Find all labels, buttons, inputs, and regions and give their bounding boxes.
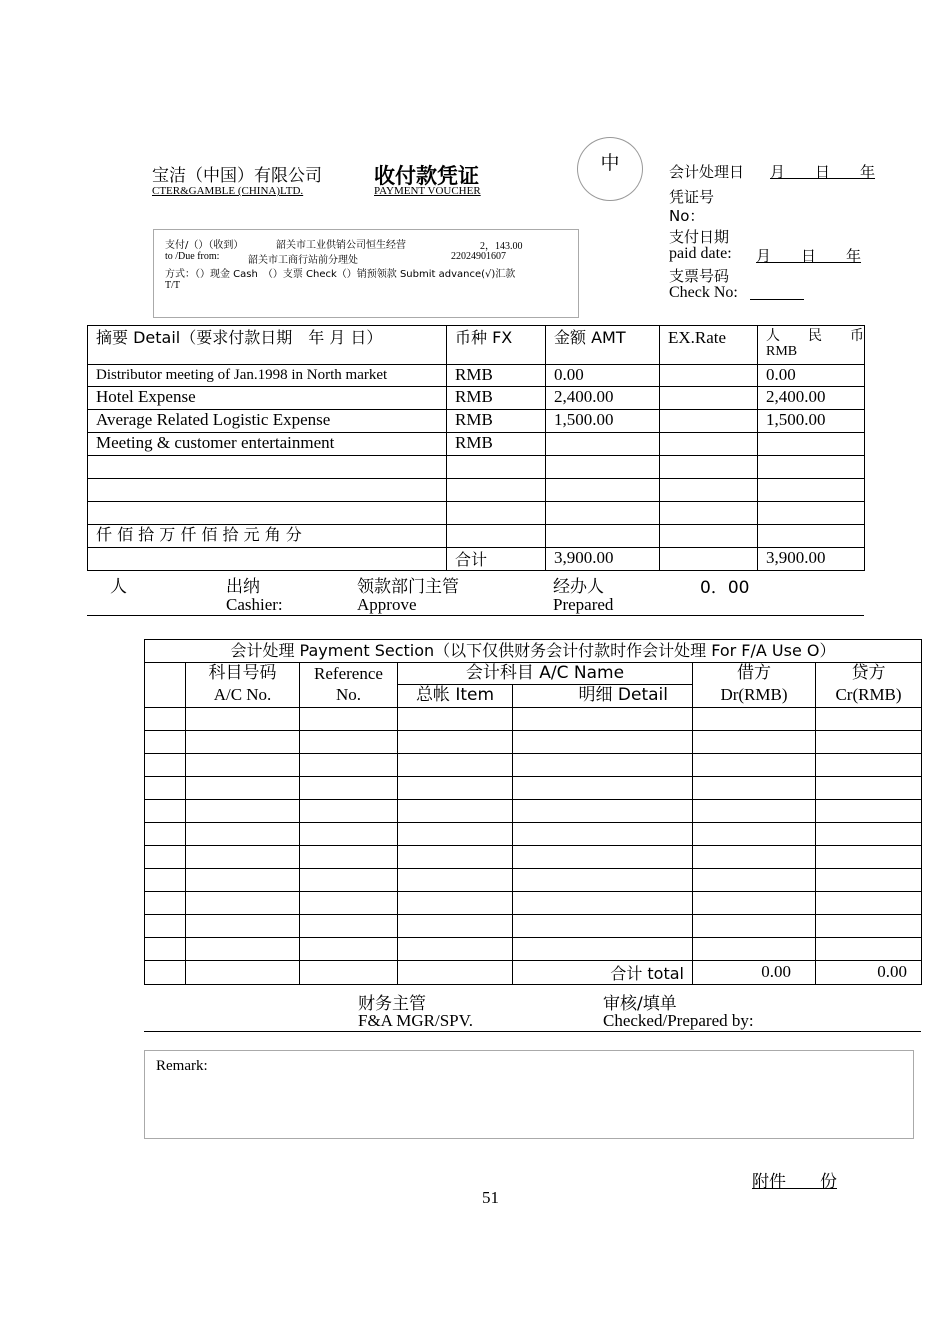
empty-cell[interactable]: [758, 456, 865, 479]
payment-cell[interactable]: [693, 892, 816, 915]
payment-cell[interactable]: [513, 892, 693, 915]
payment-row: [145, 915, 922, 938]
empty-cell[interactable]: [660, 479, 758, 502]
payment-row: [145, 777, 922, 800]
payee-bank: 韶关市工商行站前分理处: [248, 255, 358, 266]
payment-cell[interactable]: [816, 823, 922, 846]
payment-cell[interactable]: [816, 800, 922, 823]
payment-cell[interactable]: [513, 708, 693, 731]
row-fx[interactable]: RMB: [447, 387, 546, 410]
payment-cell[interactable]: [186, 938, 300, 961]
col-acname-header: 会计科目 A/C Name: [398, 663, 693, 685]
payee-amount: 2，143.00: [480, 241, 523, 252]
row-rmb[interactable]: 1,500.00: [758, 410, 865, 433]
empty-cell[interactable]: [88, 456, 447, 479]
row-rate[interactable]: [660, 365, 758, 387]
payment-cell[interactable]: [513, 731, 693, 754]
col-dr-header: [693, 663, 816, 708]
payment-cell[interactable]: [513, 938, 693, 961]
acct-date-fields[interactable]: 月 日 年: [770, 163, 876, 181]
payment-cell[interactable]: [145, 823, 186, 846]
row-amt[interactable]: [546, 433, 660, 456]
payment-cell[interactable]: [300, 754, 398, 777]
col-acno-header-cn: 科目号码: [208, 663, 277, 683]
total-row: [88, 548, 865, 571]
payment-cell[interactable]: [398, 915, 513, 938]
empty-cell[interactable]: [546, 525, 660, 548]
payment-cell[interactable]: [186, 777, 300, 800]
col-acno-header-en: A/C No.: [213, 685, 272, 704]
payment-cell[interactable]: [816, 915, 922, 938]
empty-cell[interactable]: [447, 525, 546, 548]
payment-cell[interactable]: [300, 800, 398, 823]
payment-cell[interactable]: [513, 915, 693, 938]
payment-cell[interactable]: [186, 731, 300, 754]
row-amt[interactable]: 2,400.00: [546, 387, 660, 410]
payment-cell[interactable]: [186, 915, 300, 938]
payment-cell[interactable]: [398, 869, 513, 892]
payment-cell[interactable]: [513, 800, 693, 823]
payment-row: [145, 846, 922, 869]
col-cr-header: [816, 663, 922, 708]
payment-cell[interactable]: [145, 800, 186, 823]
empty-cell[interactable]: [660, 502, 758, 525]
col-rmb-header: [758, 326, 865, 365]
check-no-underline[interactable]: [750, 299, 804, 300]
payment-row: [145, 892, 922, 915]
col-subdetail-header: 明细 Detail: [513, 685, 693, 708]
empty-cell: [186, 961, 300, 985]
payee-account: 22024901607: [451, 251, 506, 262]
payment-cell[interactable]: [816, 892, 922, 915]
payment-section-title-row: [145, 640, 922, 663]
acct-date-label: 会计处理日: [669, 163, 745, 181]
prepared-label-cn: 经办人: [553, 577, 604, 597]
page-number: 51: [482, 1188, 499, 1207]
empty-cell[interactable]: [660, 525, 758, 548]
empty-cell[interactable]: [546, 456, 660, 479]
payment-cell[interactable]: [398, 754, 513, 777]
payee-line1-label: 支付/（）（收到）: [165, 240, 244, 251]
check-no-label-cn: 支票号码: [669, 267, 730, 285]
payment-cell[interactable]: [693, 938, 816, 961]
empty-cell: [398, 961, 513, 985]
empty-cell[interactable]: [758, 479, 865, 502]
row-detail[interactable]: Distributor meeting of Jan.1998 in North market: [88, 365, 447, 387]
payment-cell[interactable]: [145, 754, 186, 777]
row-detail[interactable]: Meeting & customer entertainment: [88, 433, 447, 456]
paid-date-label-cn: 支付日期: [669, 228, 730, 246]
attachments-label: 附件 份: [752, 1172, 837, 1192]
payment-cell[interactable]: [693, 800, 816, 823]
signature-value: 0．00: [700, 578, 750, 598]
payee-name: 韶关市工业供销公司恒生经营: [276, 240, 406, 251]
payment-row: [145, 823, 922, 846]
total-label: 合计: [447, 548, 546, 571]
col-cr-header-cn: 贷方: [851, 663, 886, 683]
table-row: [88, 433, 865, 456]
payment-section-table: [144, 639, 922, 985]
payment-cell[interactable]: [300, 777, 398, 800]
payment-method-tt: T/T: [165, 280, 180, 291]
signature2-rule: [144, 1031, 921, 1032]
remark-box[interactable]: [144, 1050, 914, 1139]
payment-total-cr: 0.00: [816, 961, 922, 985]
payment-section-body: [145, 708, 922, 961]
col-ref-header-1: Reference: [314, 664, 383, 683]
capital-units-row: [88, 525, 865, 548]
row-rate[interactable]: [660, 410, 758, 433]
table-row-empty: [88, 502, 865, 525]
payment-cell[interactable]: [145, 846, 186, 869]
payment-cell[interactable]: [145, 869, 186, 892]
payment-cell[interactable]: [186, 708, 300, 731]
checked-label-cn: 审核/填单: [603, 994, 677, 1014]
payment-cell[interactable]: [693, 754, 816, 777]
table-row-empty: [88, 456, 865, 479]
check-no-label-en: Check No:: [669, 284, 738, 301]
payment-cell[interactable]: [398, 938, 513, 961]
payment-cell[interactable]: [398, 800, 513, 823]
row-rmb[interactable]: 2,400.00: [758, 387, 865, 410]
cashier-label-en: Cashier:: [226, 595, 283, 614]
prepared-label-en: Prepared: [553, 595, 614, 614]
payment-cell[interactable]: [145, 777, 186, 800]
payment-cell[interactable]: [693, 708, 816, 731]
row-fx[interactable]: RMB: [447, 410, 546, 433]
payment-cell[interactable]: [186, 892, 300, 915]
payment-cell[interactable]: [693, 823, 816, 846]
col-acno-header: [186, 663, 300, 708]
payment-cell[interactable]: [513, 754, 693, 777]
row-amt[interactable]: 1,500.00: [546, 410, 660, 433]
stamp-text: 中: [600, 152, 620, 174]
payment-cell[interactable]: [300, 846, 398, 869]
payment-total-row: [145, 961, 922, 985]
col-cr-header-en: Cr(RMB): [835, 685, 902, 704]
empty-cell[interactable]: [447, 456, 546, 479]
empty-cell: [145, 663, 186, 708]
payment-method: 方式：（）现金 Cash （）支票 Check（）销预领款 Submit advance(√)汇款: [165, 269, 516, 280]
payment-cell[interactable]: [398, 892, 513, 915]
row-detail[interactable]: Hotel Expense: [88, 387, 447, 410]
capital-units: 仟 佰 拾 万 仟 佰 拾 元 角 分: [88, 525, 447, 548]
table-row: [88, 410, 865, 433]
payment-cell[interactable]: [513, 846, 693, 869]
row-detail[interactable]: Average Related Logistic Expense: [88, 410, 447, 433]
empty-cell[interactable]: [447, 502, 546, 525]
empty-cell[interactable]: [546, 479, 660, 502]
remark-label: Remark:: [156, 1058, 208, 1074]
col-dr-header-cn: 借方: [737, 663, 771, 683]
payment-total-dr: 0.00: [693, 961, 816, 985]
payment-cell[interactable]: [186, 800, 300, 823]
empty-cell: [660, 548, 758, 571]
table-row: [88, 365, 865, 387]
payment-total-label: 合计 total: [513, 961, 693, 985]
empty-cell[interactable]: [660, 456, 758, 479]
total-amt: 3,900.00: [546, 548, 660, 571]
detail-header-row: [88, 326, 865, 365]
payment-cell[interactable]: [300, 938, 398, 961]
approve-label-cn: 领款部门主管: [357, 577, 459, 597]
payment-cell[interactable]: [300, 823, 398, 846]
total-rmb: 3,900.00: [758, 548, 865, 571]
col-detail-header: 摘要 Detail（要求付款日期 年 月 日）: [88, 326, 447, 365]
payment-header-row-1: [145, 663, 922, 685]
payment-cell[interactable]: [145, 731, 186, 754]
payment-cell[interactable]: [145, 708, 186, 731]
payment-cell[interactable]: [145, 892, 186, 915]
empty-cell: [300, 961, 398, 985]
payment-cell[interactable]: [513, 869, 693, 892]
fa-mgr-label-en: F&A MGR/SPV.: [358, 1011, 473, 1030]
payment-cell[interactable]: [816, 777, 922, 800]
table-row-empty: [88, 479, 865, 502]
empty-cell[interactable]: [758, 502, 865, 525]
payment-cell[interactable]: [513, 823, 693, 846]
payee-line2-label: to /Due from:: [165, 251, 220, 262]
payment-cell[interactable]: [816, 869, 922, 892]
row-amt[interactable]: 0.00: [546, 365, 660, 387]
empty-cell[interactable]: [88, 502, 447, 525]
col-ref-header-2: No.: [335, 685, 362, 704]
col-item-header: 总帐 Item: [398, 685, 513, 708]
row-fx[interactable]: RMB: [447, 433, 546, 456]
person-label: 人: [110, 577, 127, 597]
payment-cell[interactable]: [300, 892, 398, 915]
payment-cell[interactable]: [816, 708, 922, 731]
col-dr-header-en: Dr(RMB): [720, 685, 788, 704]
col-rate-header: EX.Rate: [660, 326, 758, 365]
payment-cell[interactable]: [816, 938, 922, 961]
payment-cell[interactable]: [186, 846, 300, 869]
payment-row: [145, 938, 922, 961]
payment-cell[interactable]: [693, 869, 816, 892]
payment-cell[interactable]: [300, 708, 398, 731]
col-rmb-header-cn: 人 民 币: [766, 328, 864, 344]
empty-cell: [145, 961, 186, 985]
payment-section-title: 会计处理 Payment Section（以下仅供财务会计付款时作会计处理 For F/A Use O）: [145, 640, 922, 663]
payment-cell[interactable]: [300, 869, 398, 892]
row-fx[interactable]: RMB: [447, 365, 546, 387]
payment-row: [145, 731, 922, 754]
empty-cell: [88, 548, 447, 571]
payment-row: [145, 800, 922, 823]
payment-cell[interactable]: [816, 731, 922, 754]
payment-cell[interactable]: [693, 731, 816, 754]
empty-cell[interactable]: [447, 479, 546, 502]
payment-row: [145, 869, 922, 892]
payment-cell[interactable]: [300, 915, 398, 938]
company-name-en: CTER&GAMBLE (CHINA)LTD.: [152, 185, 304, 197]
payment-cell[interactable]: [186, 754, 300, 777]
payment-cell[interactable]: [693, 846, 816, 869]
row-rate[interactable]: [660, 387, 758, 410]
payment-cell[interactable]: [398, 731, 513, 754]
approve-label-en: Approve: [357, 595, 417, 614]
payment-cell[interactable]: [398, 777, 513, 800]
payment-cell[interactable]: [816, 754, 922, 777]
payment-cell[interactable]: [145, 915, 186, 938]
voucher-no-label-en: No：: [669, 207, 705, 225]
payment-cell[interactable]: [186, 869, 300, 892]
checked-label-en: Checked/Prepared by:: [603, 1011, 754, 1030]
cashier-label-cn: 出纳: [226, 577, 260, 597]
payment-cell[interactable]: [693, 915, 816, 938]
voucher-no-label-cn: 凭证号: [669, 188, 715, 206]
col-ref-header: [300, 663, 398, 708]
voucher-title-en: PAYMENT VOUCHER: [374, 185, 481, 197]
payment-cell[interactable]: [300, 731, 398, 754]
signature-rule: [87, 615, 864, 616]
payment-cell[interactable]: [186, 823, 300, 846]
company-name-cn: 宝洁（中国）有限公司: [152, 166, 322, 186]
payee-box: [153, 229, 579, 318]
payment-cell[interactable]: [513, 777, 693, 800]
table-row: [88, 387, 865, 410]
payment-cell[interactable]: [693, 777, 816, 800]
payment-cell[interactable]: [398, 846, 513, 869]
payment-cell[interactable]: [145, 938, 186, 961]
col-fx-header: 币种 FX: [447, 326, 546, 365]
row-rate[interactable]: [660, 433, 758, 456]
empty-cell[interactable]: [546, 502, 660, 525]
payment-row: [145, 754, 922, 777]
payment-cell[interactable]: [398, 708, 513, 731]
empty-cell[interactable]: [88, 479, 447, 502]
fa-mgr-label-cn: 财务主管: [358, 994, 426, 1014]
voucher-title-cn: 收付款凭证: [374, 164, 479, 188]
paid-date-label-en: paid date:: [669, 245, 732, 262]
payment-cell[interactable]: [398, 823, 513, 846]
row-rmb[interactable]: 0.00: [758, 365, 865, 387]
paid-date-fields[interactable]: 月 日 年: [756, 247, 862, 265]
payment-cell[interactable]: [816, 846, 922, 869]
empty-cell[interactable]: [758, 525, 865, 548]
company-stamp: [577, 137, 643, 201]
col-rmb-header-en: RMB: [766, 344, 798, 359]
col-amt-header: 金额 AMT: [546, 326, 660, 365]
payment-row: [145, 708, 922, 731]
row-rmb[interactable]: [758, 433, 865, 456]
detail-table: [87, 325, 865, 571]
